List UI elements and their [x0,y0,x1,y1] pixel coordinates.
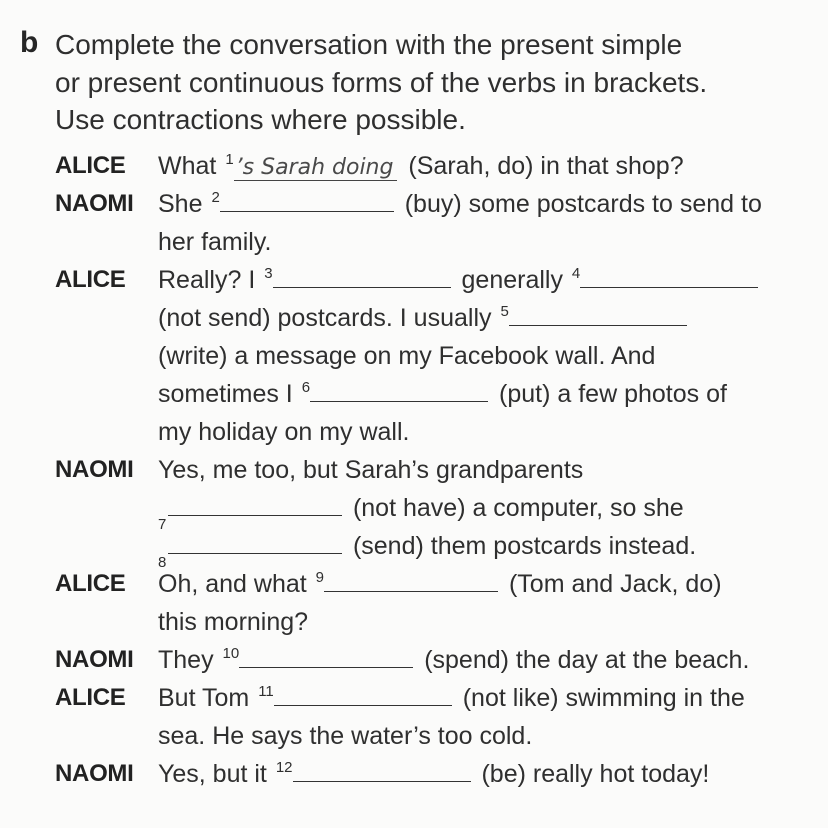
gap-number: 6 [301,379,311,396]
dialogue-line [0,451,828,489]
answer-gap-10[interactable] [239,645,413,668]
dialogue-text: Yes, me too, but Sarah’s grandparents [158,456,584,484]
answer-gap-4[interactable] [580,265,758,288]
dialogue-text: Oh, and what [158,570,307,598]
dialogue-line [0,261,828,299]
gap-number: 12 [275,759,293,776]
instruction-line: Complete the conversation with the present simple [55,29,683,60]
dialogue-text: (not send) postcards. I usually [158,304,492,332]
gap-number: 1 [225,151,234,168]
answer-gap-2[interactable] [220,189,394,212]
answer-gap-7[interactable] [168,493,342,516]
dialogue-line [0,679,828,717]
dialogue-text: (put) a few photos of [499,380,727,408]
dialogue-text: (send) them postcards instead. [352,532,697,560]
answer-gap-5[interactable] [509,303,687,326]
dialogue-text: She [158,190,203,218]
speaker-label: ALICE [55,152,126,179]
dialogue-line [158,413,409,451]
instruction-line: or present continuous forms of the verbs in brackets. [55,66,708,98]
dialogue-text: They [158,646,214,674]
speaker-label: NAOMI [55,646,134,673]
exercise-letter: b [20,26,38,59]
answer-gap-12[interactable] [293,759,471,782]
dialogue-line [158,603,308,641]
dialogue-text: generally [461,266,563,294]
gap-number: 3 [264,265,273,282]
dialogue-line [158,337,655,375]
dialogue-text: this morning? [158,608,309,636]
dialogue-text: (spend) the day at the beach. [424,646,750,674]
example-answer: ’s Sarah doing [234,156,398,181]
speaker-label: ALICE [55,570,126,597]
gap-number: 8 [158,554,167,571]
dialogue-line [0,755,828,793]
gap-number: 9 [315,569,325,586]
dialogue-line [0,185,828,223]
dialogue-line [158,489,684,533]
dialogue-text: Yes, but it [158,760,267,788]
dialogue-text: sea. He says the water’s too cold. [158,722,533,750]
dialogue-text: (not like) swimming in the [462,684,745,712]
dialogue-line [158,223,271,261]
dialogue-line [158,375,727,413]
dialogue-line [0,565,828,603]
speaker-label: NAOMI [55,456,134,483]
gap-number: 5 [500,303,509,320]
dialogue-line [158,299,691,337]
dialogue-line [0,147,828,185]
gap-number: 2 [211,189,220,206]
answer-gap-6[interactable] [310,379,488,402]
answer-gap-3[interactable] [273,265,451,288]
speaker-label: ALICE [55,266,126,293]
answer-gap-11[interactable] [274,683,452,706]
dialogue-text: Really? I [158,266,256,294]
dialogue-text: (write) a message on my Facebook wall. And [158,342,656,370]
speaker-label: NAOMI [55,760,134,787]
speaker-label: ALICE [55,684,126,711]
dialogue-text: (Sarah, do) in that shop? [408,152,684,180]
answer-gap-8[interactable] [168,531,342,554]
dialogue-text: (buy) some postcards to send to [404,190,762,218]
dialogue-text: sometimes I [158,380,293,408]
speaker-label: NAOMI [55,190,134,217]
gap-number: 10 [222,645,240,662]
dialogue-line [158,717,532,755]
gap-number: 7 [158,516,167,533]
instruction-line: Use contractions where possible. [55,104,466,135]
dialogue-text: her family. [158,228,272,256]
dialogue-text: (be) really hot today! [481,760,710,788]
dialogue-text: But Tom [158,684,250,712]
gap-number: 11 [258,683,274,700]
gap-number: 4 [571,265,581,282]
dialogue-text: my holiday on my wall. [158,418,410,446]
exercise-instruction [55,26,815,139]
answer-gap-9[interactable] [324,569,498,592]
dialogue-line [0,641,828,679]
dialogue-text: (not have) a computer, so she [352,494,684,522]
dialogue-line [158,527,697,571]
dialogue-text: What [158,152,217,180]
dialogue-text: (Tom and Jack, do) [508,570,722,598]
